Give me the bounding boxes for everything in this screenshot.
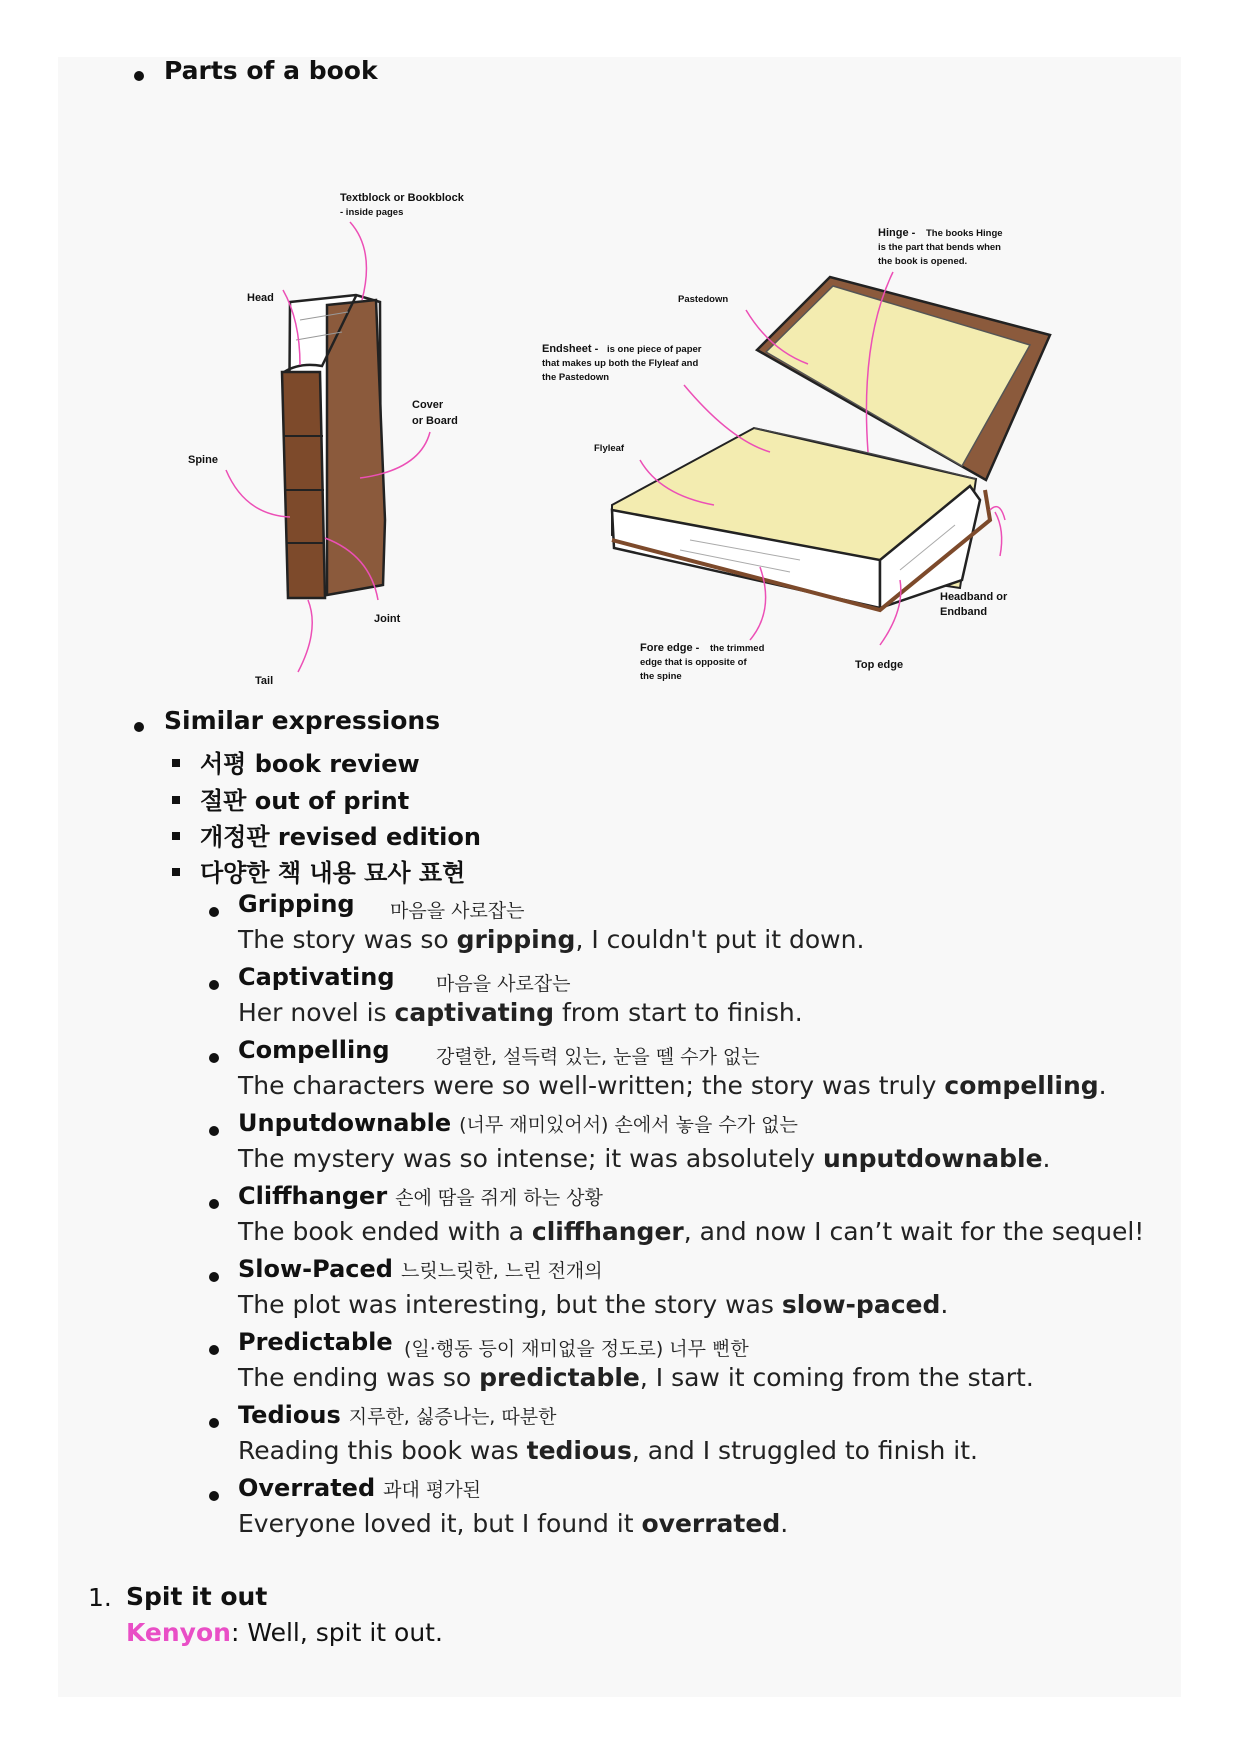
bullet [209, 907, 219, 917]
sentence-part-bold: unputdownable [823, 1144, 1043, 1173]
label-spine: Spine [188, 454, 218, 466]
example-sentence [238, 1363, 1034, 1392]
term-korean-meaning: 마음을 사로잡는 [436, 973, 571, 995]
label-endsheet: Endsheet - [542, 343, 599, 355]
term-korean-meaning: 손에 땀을 쥐게 하는 상황 [395, 1187, 603, 1209]
bullet [134, 722, 144, 732]
bullet [209, 1491, 219, 1501]
bullet [209, 1199, 219, 1209]
term-heading [238, 1328, 749, 1360]
label-endsheet-3: the Pastedown [542, 372, 610, 383]
sentence-part-post: , I couldn't put it down. [575, 925, 865, 954]
sentence-part-bold: predictable [479, 1363, 640, 1392]
term-word: Gripping [238, 890, 355, 918]
open-book-illustration [612, 277, 1050, 610]
term-heading [238, 1474, 481, 1502]
sentence-part-pre: The plot was interesting, but the story was [238, 1290, 782, 1319]
term-korean-meaning: (너무 재미있어서) 손에서 놓을 수가 없는 [459, 1114, 798, 1136]
label-fore-1: the trimmed [710, 643, 765, 654]
term-korean-meaning: 강렬한, 설득력 있는, 눈을 뗄 수가 없는 [436, 1046, 760, 1068]
label-endsheet-1: is one piece of paper [607, 344, 702, 355]
bullet [209, 1345, 219, 1355]
example-sentence [238, 1509, 788, 1538]
term-korean-meaning: (일·행동 등이 재미없을 정도로) 너무 뻔한 [404, 1338, 749, 1360]
similar-item: 다양한 책 내용 묘사 표현 [200, 859, 466, 887]
sentence-part-bold: cliffhanger [531, 1217, 684, 1246]
similar-item: 절판 out of print [200, 787, 410, 815]
sentence-part-post: . [780, 1509, 789, 1538]
example-sentence [238, 1144, 1050, 1173]
term-heading [238, 1109, 798, 1137]
label-cover: Cover [412, 399, 444, 411]
label-textblock: Textblock or Bookblock [340, 192, 464, 204]
example-sentence [238, 1290, 948, 1319]
closed-book-illustration [282, 295, 385, 598]
label-textblock-sub: - inside pages [340, 207, 404, 218]
term-word: Overrated [238, 1474, 376, 1502]
similar-item: 서평 book review [200, 750, 420, 778]
term-word: Captivating [238, 963, 395, 991]
label-headband: Headband or [940, 591, 1008, 603]
sentence-part-post: . [940, 1290, 949, 1319]
label-endband: Endband [940, 606, 988, 618]
label-fore-edge: Fore edge - [640, 642, 700, 654]
term-word: Cliffhanger [238, 1182, 388, 1210]
label-fore-3: the spine [640, 671, 682, 682]
square-bullet [172, 868, 180, 876]
sentence-part-bold: gripping [456, 925, 576, 954]
term-heading [238, 963, 571, 995]
term-word: Tedious [238, 1401, 341, 1429]
sentence-part-pre: The mystery was so intense; it was absolutely [238, 1144, 824, 1173]
term-word: Slow-Paced [238, 1255, 393, 1283]
label-hinge: Hinge - [878, 227, 916, 239]
bullet [209, 980, 219, 990]
book-parts-diagram [0, 0, 1241, 720]
term-word: Predictable [238, 1328, 393, 1356]
label-top-edge: Top edge [855, 659, 904, 671]
example-sentence [238, 998, 803, 1027]
term-heading [238, 1182, 603, 1210]
label-fore-2: edge that is opposite of [640, 657, 747, 668]
term-heading [238, 890, 525, 922]
bullet [209, 1418, 219, 1428]
example-sentence [238, 1071, 1107, 1100]
sentence-part-pre: The ending was so [238, 1363, 480, 1392]
label-hinge-1: The books Hinge [926, 228, 1003, 239]
sentence-part-post: . [1098, 1071, 1107, 1100]
term-korean-meaning: 과대 평가된 [383, 1479, 481, 1501]
speaker-name: Kenyon [126, 1618, 231, 1647]
term-heading [238, 1401, 556, 1429]
term-heading [238, 1255, 603, 1283]
sentence-part-pre: The characters were so well-written; the story was truly [238, 1071, 945, 1100]
sentence-part-post: . [1042, 1144, 1051, 1173]
square-bullet [172, 759, 180, 767]
section-title: Parts of a book [164, 56, 378, 85]
label-tail: Tail [255, 675, 274, 687]
sentence-part-post: , and now I can’t wait for the sequel! [683, 1217, 1145, 1246]
label-endsheet-2: that makes up both the Flyleaf and [542, 358, 699, 369]
sentence-part-bold: slow-paced [781, 1290, 941, 1319]
label-flyleaf: Flyleaf [594, 443, 625, 454]
label-joint: Joint [374, 613, 401, 625]
sentence-part-bold: compelling [944, 1071, 1099, 1100]
sentence-part-bold: overrated [641, 1509, 781, 1538]
label-board: or Board [412, 415, 458, 427]
bullet [209, 1272, 219, 1282]
sentence-part-pre: The book ended with a [238, 1217, 532, 1246]
label-head: Head [247, 292, 274, 304]
sentence-part-pre: Reading this book was [238, 1436, 527, 1465]
square-bullet [172, 796, 180, 804]
bullet [209, 1053, 219, 1063]
sentence-part-pre: The story was so [238, 925, 457, 954]
similar-title: Similar expressions [164, 706, 441, 735]
sentence-part-post: , I saw it coming from the start. [639, 1363, 1034, 1392]
bullet [209, 1126, 219, 1136]
sentence-part-pre: Everyone loved it, but I found it [238, 1509, 642, 1538]
list-number: 1. [88, 1583, 112, 1612]
term-korean-meaning: 지루한, 싫증나는, 따분한 [348, 1406, 557, 1428]
similar-item: 개정판 revised edition [200, 823, 481, 851]
numbered-title: Spit it out [126, 1582, 268, 1611]
term-word: Compelling [238, 1036, 390, 1064]
term-heading [238, 1036, 760, 1068]
label-hinge-2: is the part that bends when [878, 242, 1001, 253]
example-sentence [238, 1217, 1144, 1246]
label-hinge-3: the book is opened. [878, 256, 968, 267]
sentence-part-bold: tedious [526, 1436, 632, 1465]
term-korean-meaning: 마음을 사로잡는 [390, 900, 525, 922]
dialogue-line: Kenyon: Well, spit it out. [126, 1618, 443, 1647]
term-korean-meaning: 느릿느릿한, 느린 전개의 [400, 1260, 603, 1282]
square-bullet [172, 832, 180, 840]
sentence-part-post: from start to finish. [554, 998, 803, 1027]
sentence-part-post: , and I struggled to finish it. [631, 1436, 978, 1465]
sentence-part-pre: Her novel is [238, 998, 395, 1027]
sentence-part-bold: captivating [394, 998, 555, 1027]
label-pastedown: Pastedown [678, 294, 729, 305]
example-sentence [238, 1436, 978, 1465]
term-word: Unputdownable [238, 1109, 452, 1137]
example-sentence [238, 925, 864, 954]
